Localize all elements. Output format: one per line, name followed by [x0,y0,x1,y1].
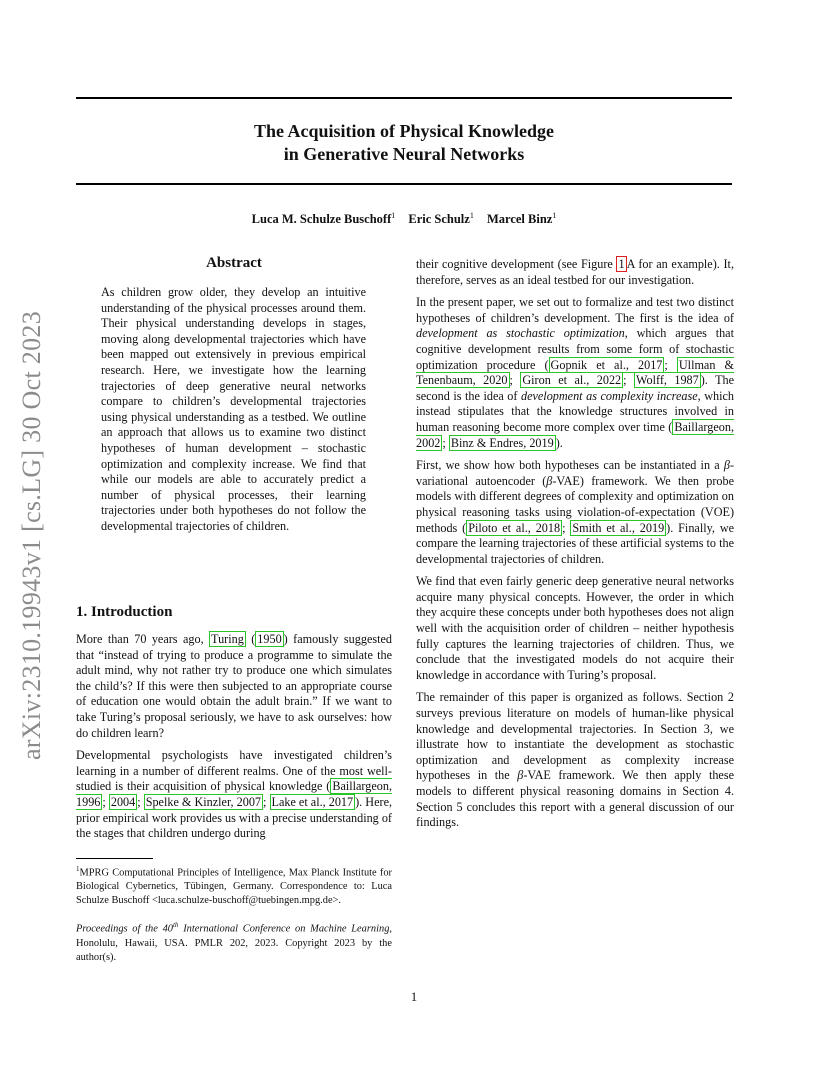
text-run: ) famously suggested that “instead of trying to produce a programme to simulate the adult mind, why not rather try to produce one which simulates the child’s? If this were then subjected to an appropriate course of education one would obtain the adult brain.” If we want to take Turing’s proposal seriously, we have to ask ourselves: how do children learn? [76,632,392,740]
text-run: ). Finally, we compare the learning trajectories of these artificial systems to the developmental trajectories of children. [416,520,735,566]
citation-link[interactable]: Baillargeon, 2002 [416,419,734,450]
text-run: , which argues that cognitive development results from some form of stochastic optimization procedure ( [416,326,734,372]
author-name: Marcel Binz [486,212,553,227]
right-paragraph-5 [416,690,734,830]
affiliation-mark: 1 [469,211,474,220]
intro-paragraph-2 [76,748,392,842]
footnote-rule [76,858,153,859]
text-run: ; [137,794,144,809]
text-run: ; [623,373,634,388]
right-paragraph-2 [416,295,734,451]
affiliation-mark: 1 [552,211,557,220]
text-run: ; [102,794,109,809]
title-line-1: The Acquisition of Physical Knowledge [253,121,555,141]
intro-paragraph-1 [76,632,392,741]
text-run: ). Here, prior empirical work provides us with a precise understanding of the stages that children undergo during [76,794,393,841]
right-paragraph-3 [416,458,734,567]
proceedings-details: , Honolulu, Hawaii, USA. PMLR 202, 2023. Copyright 2023 by the author(s). [76,923,392,963]
page-number: 1 [410,990,418,1004]
text-run: First, we show how both hypotheses can be instantiated in a [416,458,724,473]
citation-link[interactable]: Giron et al., 2022 [522,373,622,388]
author-name: Eric Schulz [408,212,470,227]
text-run: ( [245,632,256,646]
bottom-title-rule [76,183,732,185]
footnote-proceedings [76,918,392,964]
citation-link[interactable]: Baillargeon, 1996 [76,779,392,809]
paper-title [76,120,732,166]
citation-link[interactable]: Gopnik et al., 2017 [550,357,663,372]
right-paragraph-4: We find that even fairly generic deep generative neural networks acquire many physical concepts. However, the order in which they acquire these concepts under both hypotheses does not align well with the acquisition order of children – neither hypothesis fully captures the learning trajectories of children. Thus, we conclude that the investigated models do not acquire their knowledge in accordance with Turing’s proposal. [416,574,734,682]
text-run: -variational autoencoder ( [416,458,734,488]
abstract-heading: Abstract [206,255,262,271]
citation-link[interactable]: Ullman & Tenenbaum, 2020 [416,357,734,388]
text-run: A for an example). It, therefore, serves as an ideal testbed for our investigation. [416,257,734,287]
author-list [76,211,732,227]
text-run: Developmental psychologists have investigated children’s learning in a number of different realms. One of the most well-studied is their acquisition of physical knowledge ( [76,748,392,794]
citation-link[interactable]: Turing [211,632,244,646]
conference-number-suffix: th [172,921,179,930]
text-run: ). [555,435,563,450]
abstract-text: As children grow older, they develop an intuitive understanding of the physical processes around them. Their physical understanding develops in stages, moving along developmental trajectories which have been mapped out extensively in previous empirical research. Here, we investigate how the learning trajectories of deep generative neural networks compare to children’s developmental trajectories using physical understanding as a testbed. We outline an approach that allows us to examine two distinct hypotheses of human development – stochastic optimization and complexity increase. We find that while our models are able to accurately predict a number of physical processes, their learning trajectories under both hypotheses do not follow the developmental trajectories of children. [101,285,366,533]
conference-name: International Conference on Machine Learning [178,923,390,935]
arxiv-identifier: arXiv:2310.19943v1 [cs.LG] 30 Oct 2023 [17,311,46,760]
author-name: Luca M. Schulze Buschoff [251,212,392,227]
emphasis: development as complexity increase [520,388,698,403]
author-1 [252,212,396,226]
citation-link[interactable]: 2004 [110,794,136,809]
right-paragraph-1 [416,257,734,288]
citation-link[interactable]: Wolff, 1987 [635,373,699,388]
affiliation-mark: 1 [391,211,396,220]
author-3 [487,212,556,226]
text-run: ; [509,373,521,388]
citation-link[interactable]: Smith et al., 2019 [572,520,665,535]
title-line-2: in Generative Neural Networks [283,144,525,164]
emphasis: development as stochastic optimization [416,326,625,341]
beta-symbol: β [546,473,553,488]
affiliation-text: MPRG Computational Principles of Intelligence, Max Planck Institute for Biological Cybernetics, Tübingen, Germany. Correspondence to: Luca Schulze Buschoff <luca.schulze-buschoff@tuebingen.mpg.de>. [76,867,392,907]
text-run: ). The second is the idea of [416,373,735,403]
top-rule [76,97,732,99]
text-run: ; [664,357,677,372]
text-run: ; [442,435,449,450]
section-heading-introduction: 1. Introduction [76,604,173,620]
text-run: In the present paper, we set out to formalize and test two distinct hypotheses of children’s development. The first is the idea of [416,295,734,325]
citation-link[interactable]: Lake et al., 2017 [271,794,354,809]
text-run: ; [263,794,270,809]
citation-link[interactable]: Piloto et al., 2018 [468,520,561,535]
introduction-body [76,632,392,849]
text-run: More than 70 years ago, [76,632,210,646]
footnote-mark: 1 [76,865,80,873]
citation-link[interactable]: Binz & Endres, 2019 [450,435,554,450]
text-run: their cognitive development (see Figure [416,257,617,271]
footnote [76,862,392,975]
right-column [416,257,734,838]
text-run: ; [562,520,571,535]
proceedings-italic: Proceedings of the [76,923,163,935]
citation-link[interactable]: Spelke & Kinzler, 2007 [145,794,262,809]
text-run: -VAE framework. We then apply these models to different physical reasoning domains in Section 4. Section 5 concludes this report with a general discussion of our findings. [416,768,734,830]
beta-symbol: β [517,768,524,783]
beta-symbol: β [723,458,730,473]
citation-link[interactable]: 1950 [257,632,282,646]
footnote-affiliation [76,862,392,908]
text-run: , which instead stipulates that the knowledge structures involved in human reasoning become more complex over time ( [416,388,735,434]
figure-reference-link[interactable]: 1 [618,257,625,271]
text-run: -VAE) framework. We then probe models with different degrees of complexity and optimization on physical reasoning tasks using violation-of-expectation (VOE) methods ( [416,473,734,535]
text-run: The remainder of this paper is organized as follows. Section 2 surveys previous literature on models of human-like physical knowledge and developmental trajectories. In Section 3, we illustrate how to instantiate the development as stochastic optimization and development as complexity increase hypotheses in the [416,690,734,783]
author-2 [408,212,473,226]
conference-number: 40 [162,923,173,935]
